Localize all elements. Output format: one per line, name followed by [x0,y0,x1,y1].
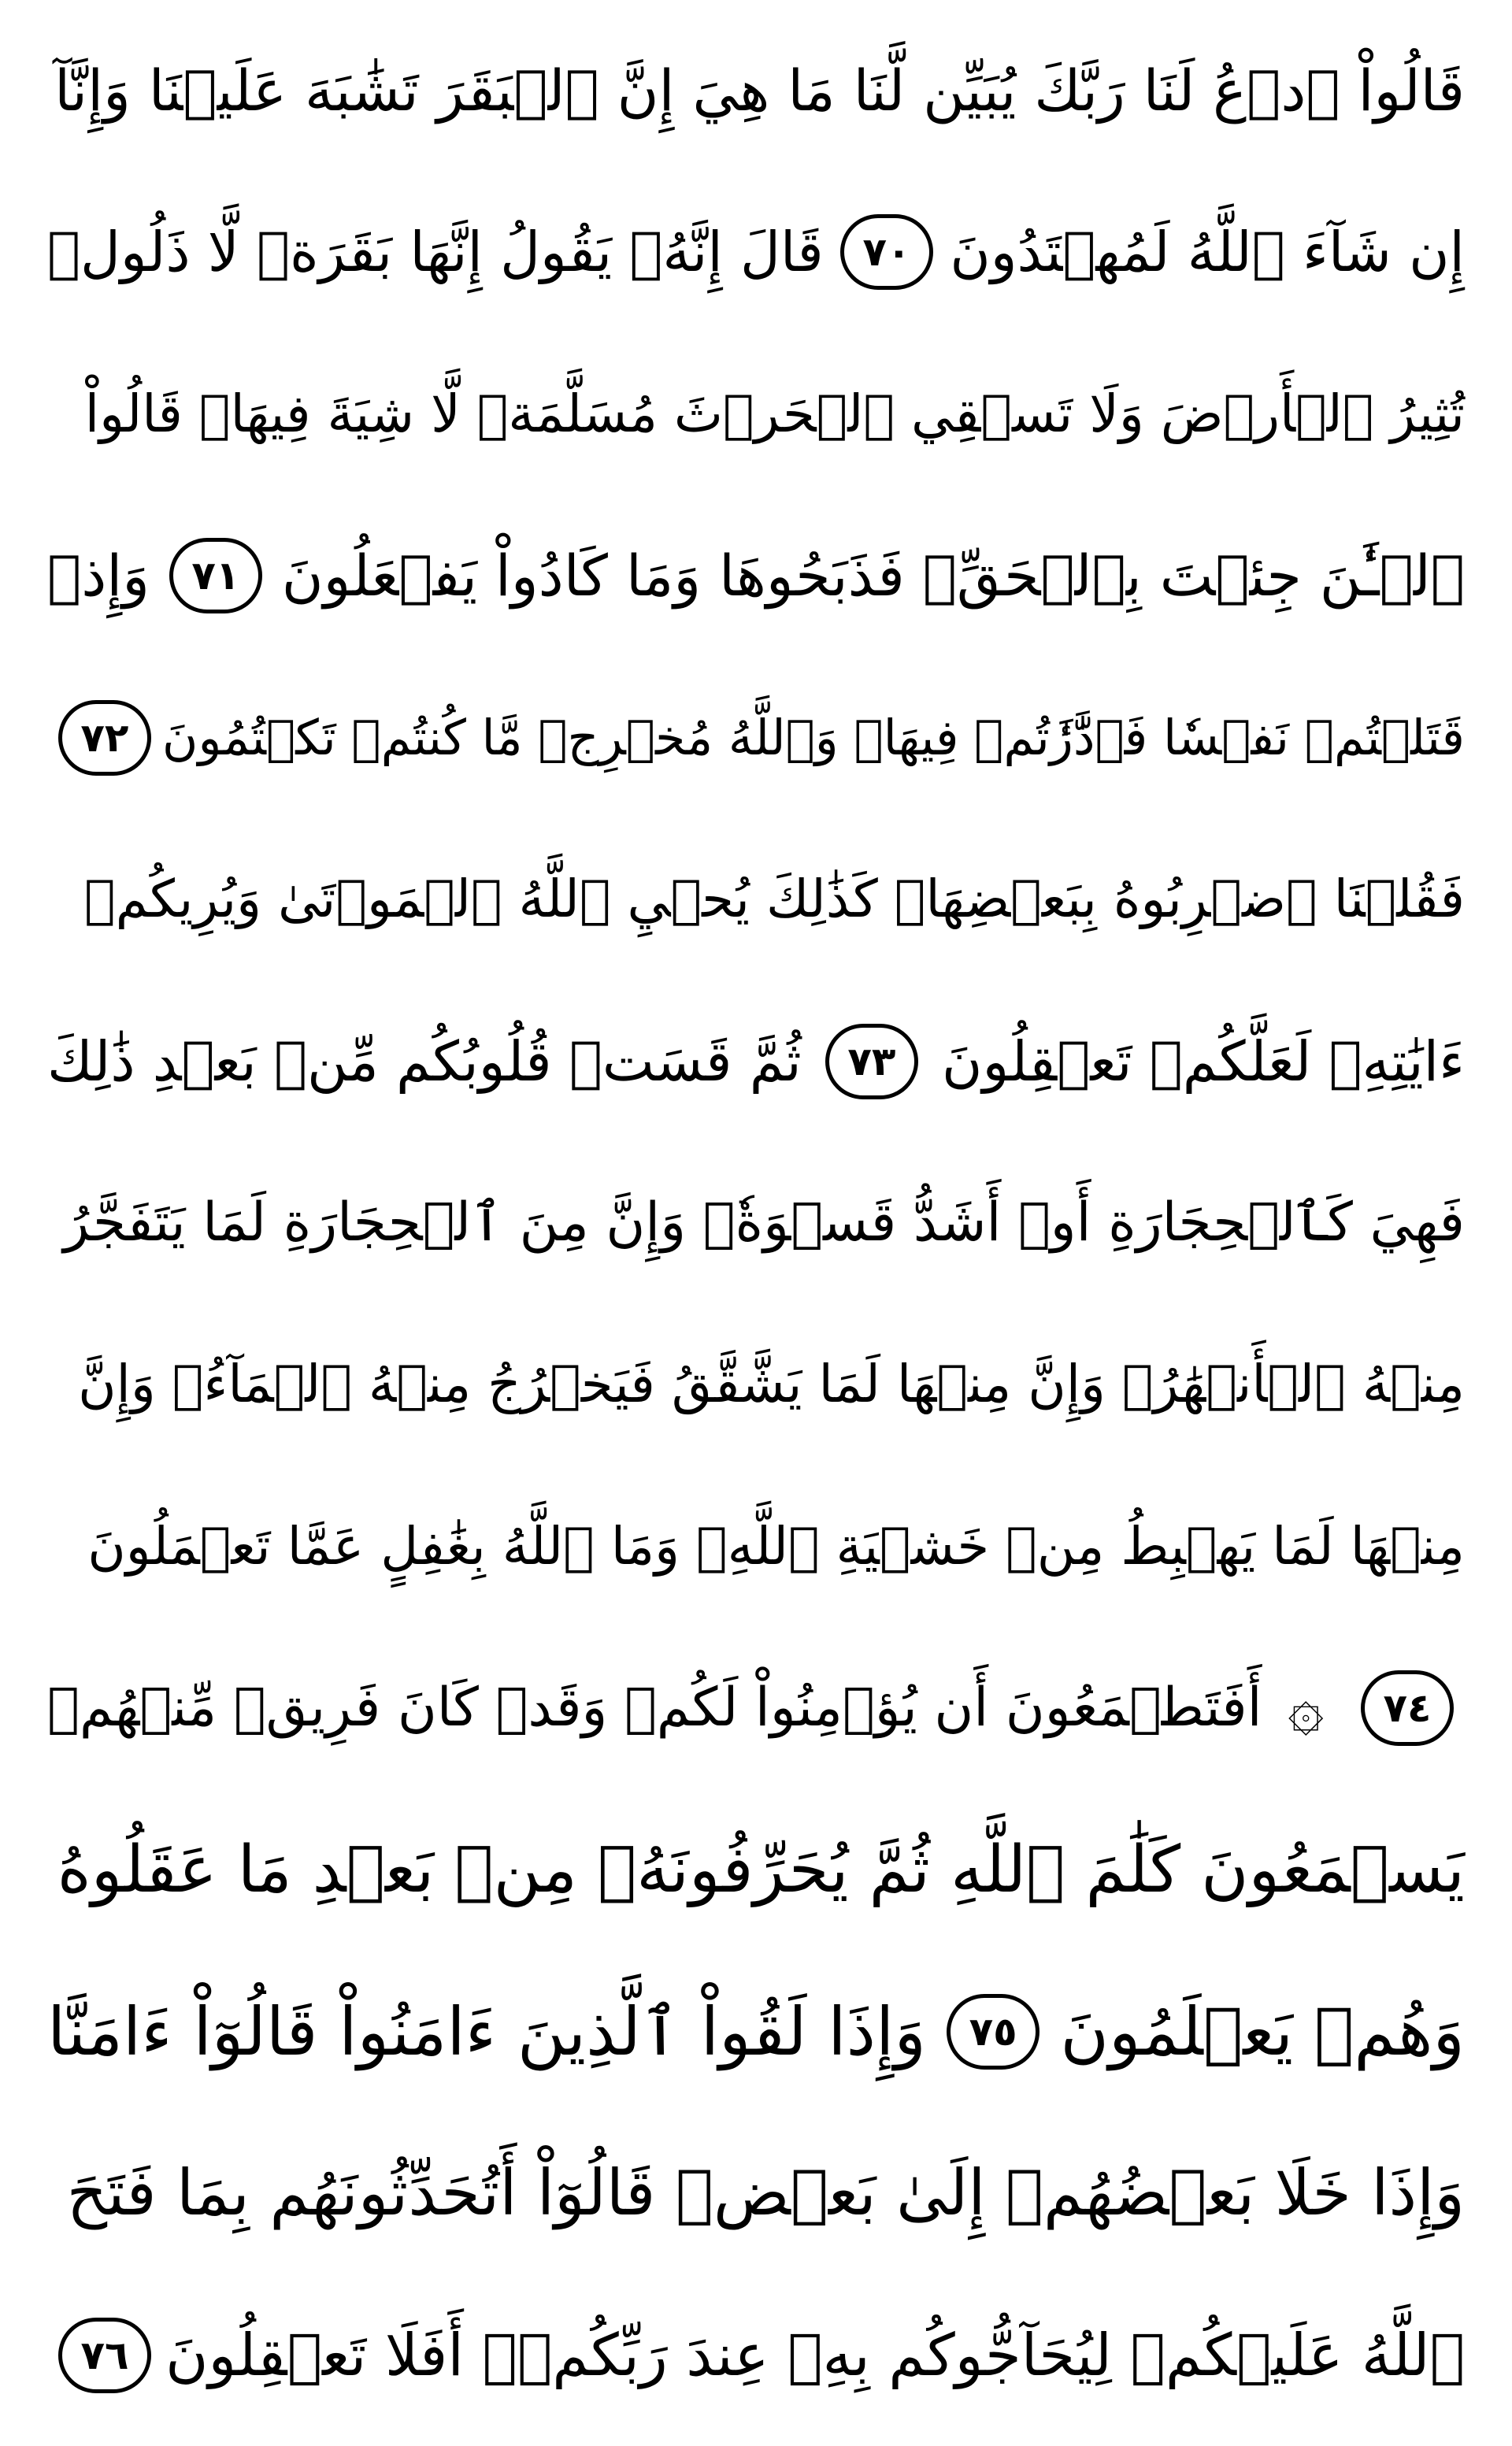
verse-line [47,16,1465,165]
verse-text: وَإِذَا لَقُواْ ٱلَّذِينَ ءَامَنُواْ قَالُوٓاْ ءَامَنَّا [47,1993,926,2071]
verse-text: تُثِيرُ ٱلۡأَرۡضَ وَلَا تَسۡقِي ٱلۡحَرۡثَ مُسَلَّمَةٞ لَّا شِيَةَ فِيهَاۚ قَالُواْ [84,383,1465,444]
ayah-number-marker: ٧٤ [1361,1670,1454,1746]
verse-text: فَقُلۡنَا ٱضۡرِبُوهُ بِبَعۡضِهَاۚ كَذَٰلِكَ يُحۡيِ ٱللَّهُ ٱلۡمَوۡتَىٰ وَيُرِيكُمۡ [84,869,1465,930]
verse-line [47,987,1465,1136]
ayah-number-marker: ٧٢ [58,700,151,776]
verse-text: قَتَلۡتُمۡ نَفۡسٗا فَٱدَّٰرَٰٔتُمۡ فِيهَاۖ وَٱللَّهُ مُخۡرِجٞ مَّا كُنتُمۡ تَكۡتُمُونَ [161,708,1465,766]
verse-text: وَإِذَا خَلَا بَعۡضُهُمۡ إِلَىٰ بَعۡضٖ قَالُوٓاْ أَتُحَدِّثُونَهُم بِمَا فَتَحَ [66,2156,1465,2230]
verse-text: فَهِيَ كَٱلۡحِجَارَةِ أَوۡ أَشَدُّ قَسۡوَةٗۚ وَإِنَّ مِنَ ٱلۡحِجَارَةِ لَمَا يَتَفَجَّرُ [63,1191,1465,1254]
verse-line [47,825,1465,974]
verse-line [47,1957,1465,2107]
ayah-number-marker: ٧٥ [947,1994,1040,2070]
verse-text: ءَايَٰتِهِۦ لَعَلَّكُمۡ تَعۡقِلُونَ [942,1028,1465,1094]
verse-line [47,339,1465,489]
verse-text: يَسۡمَعُونَ كَلَٰمَ ٱللَّهِ ثُمَّ يُحَرِّفُونَهُۥ مِنۢ بَعۡدِ مَا عَقَلُوهُ [57,1832,1465,1907]
verse-text: ٱللَّهُ عَلَيۡكُمۡ لِيُحَآجُّوكُم بِهِۦ عِندَ رَبِّكُمۡۚ أَفَلَا تَعۡقِلُونَ [165,2321,1465,2389]
verse-line [47,1633,1465,1783]
ayah-number-marker: ٧٠ [840,214,933,290]
verse-line [47,2281,1465,2430]
verse-text: أَفَتَطۡمَعُونَ أَن يُؤۡمِنُواْ لَكُمۡ وَقَدۡ كَانَ فَرِيقٞ مِّنۡهُمۡ [47,1677,1262,1740]
verse-line [47,501,1465,650]
ayah-number-marker: ٧٦ [58,2318,151,2393]
verse-line [47,1472,1465,1621]
verse-text: ٱلۡـَٰٔنَ جِئۡتَ بِٱلۡحَقِّۚ فَذَبَحُوهَا وَمَا كَادُواْ يَفۡعَلُونَ [281,543,1465,610]
verse-text: وَهُمۡ يَعۡلَمُونَ [1060,1993,1465,2071]
verse-line [47,1310,1465,1459]
verse-text: قَالَ إِنَّهُۥ يَقُولُ إِنَّهَا بَقَرَةٞ لَّا ذَلُولٞ [47,220,824,285]
verse-text: إِن شَآءَ ٱللَّهُ لَمُهۡتَدُونَ [950,220,1465,285]
verse-text: ثُمَّ قَسَتۡ قُلُوبُكُم مِّنۢ بَعۡدِ ذَٰلِكَ [47,1028,802,1094]
verse-text: وَإِذۡ [47,543,150,610]
rub-el-hizb-icon: ۞ [1288,1673,1325,1744]
verse-line [47,1148,1465,1298]
verse-line [47,2118,1465,2268]
verse-line [47,177,1465,327]
verse-line [47,663,1465,813]
ayah-number-marker: ٧٣ [825,1024,918,1099]
verse-text: مِنۡهَا لَمَا يَهۡبِطُ مِنۡ خَشۡيَةِ ٱللَّهِۗ وَمَا ٱللَّهُ بِغَٰفِلٍ عَمَّا تَعۡمَلُونَ [87,1515,1465,1577]
verse-text: قَالُواْ ٱدۡعُ لَنَا رَبَّكَ يُبَيِّن لَّنَا مَا هِيَ إِنَّ ٱلۡبَقَرَ تَشَٰبَهَ عَلَيۡنَا وَإِنَّآ [54,57,1465,124]
verse-line [47,1796,1465,1945]
mushaf-page [47,16,1465,2430]
verse-text: مِنۡهُ ٱلۡأَنۡهَٰرُۚ وَإِنَّ مِنۡهَا لَمَا يَشَّقَّقُ فَيَخۡرُجُ مِنۡهُ ٱلۡمَآءُۚ وَإِنَّ [78,1354,1465,1415]
ayah-number-marker: ٧١ [169,538,262,613]
